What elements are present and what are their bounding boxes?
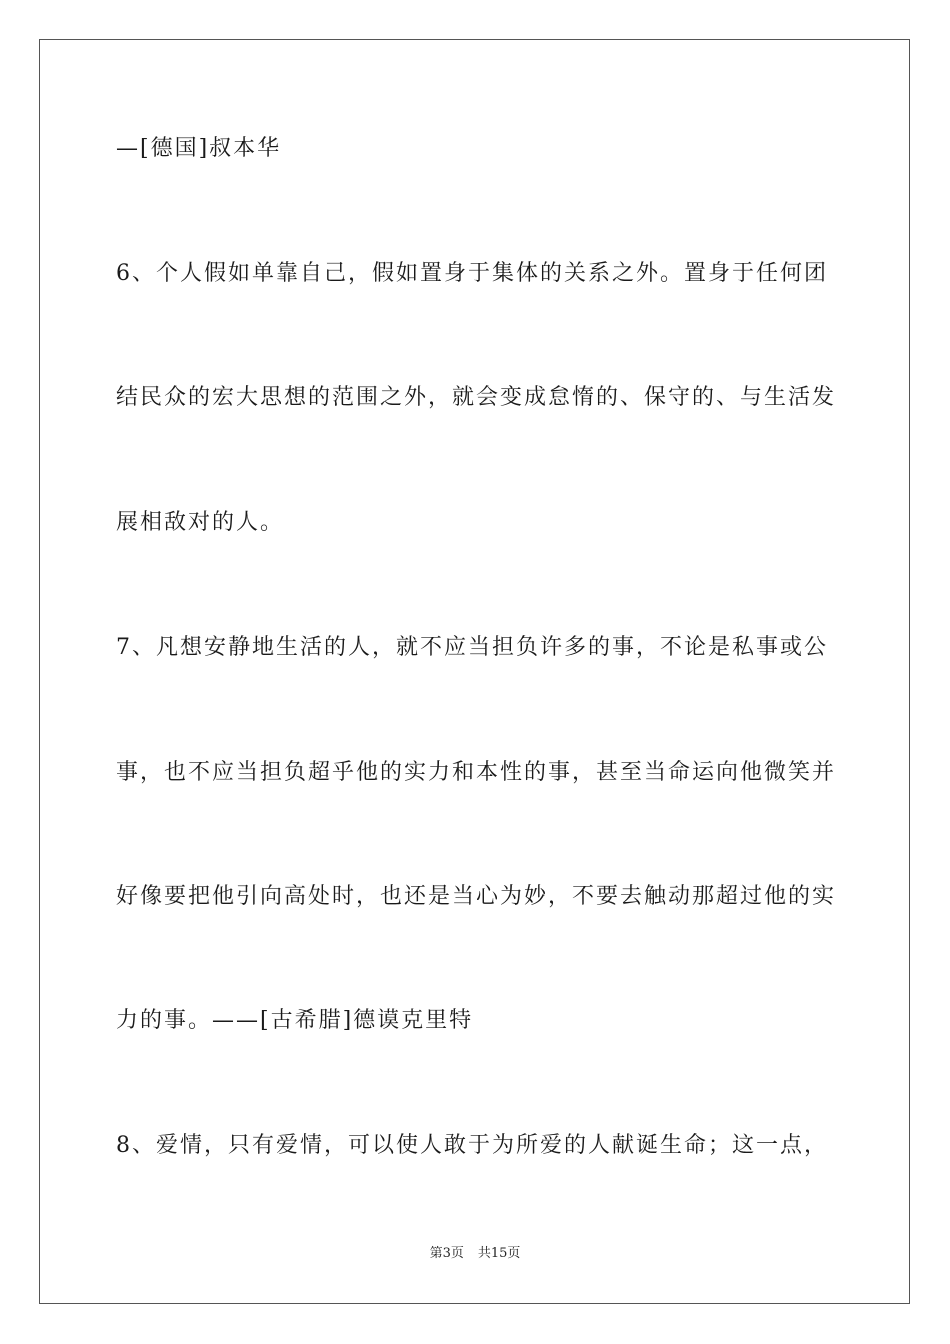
text-line: 6、个人假如单靠自己，假如置身于集体的关系之外。置身于任何团 — [116, 261, 828, 286]
text-line: 7、凡想安静地生活的人，就不应当担负许多的事，不论是私事或公 — [116, 635, 828, 660]
page-total: 共15页 — [477, 1246, 521, 1261]
text-line: 好像要把他引向高处时，也还是当心为妙，不要去触动那超过他的实 — [116, 884, 837, 909]
text-line: 结民众的宏大思想的范围之外，就会变成怠惰的、保守的、与生活发 — [116, 385, 837, 410]
text-line: 力的事。——[古希腊]德谟克里特 — [116, 1008, 474, 1033]
text-line: 事，也不应当担负超乎他的实力和本性的事，甚至当命运向他微笑并 — [116, 760, 837, 785]
text-line: —[德国]叔本华 — [116, 136, 282, 161]
page-number: 第3页 — [429, 1246, 464, 1261]
text-line: 8、爱情，只有爱情，可以使人敢于为所爱的人献诞生命；这一点， — [116, 1133, 828, 1158]
text-line: 展相敌对的人。 — [116, 510, 285, 535]
page-border — [39, 39, 910, 1304]
page-footer — [0, 1245, 950, 1263]
